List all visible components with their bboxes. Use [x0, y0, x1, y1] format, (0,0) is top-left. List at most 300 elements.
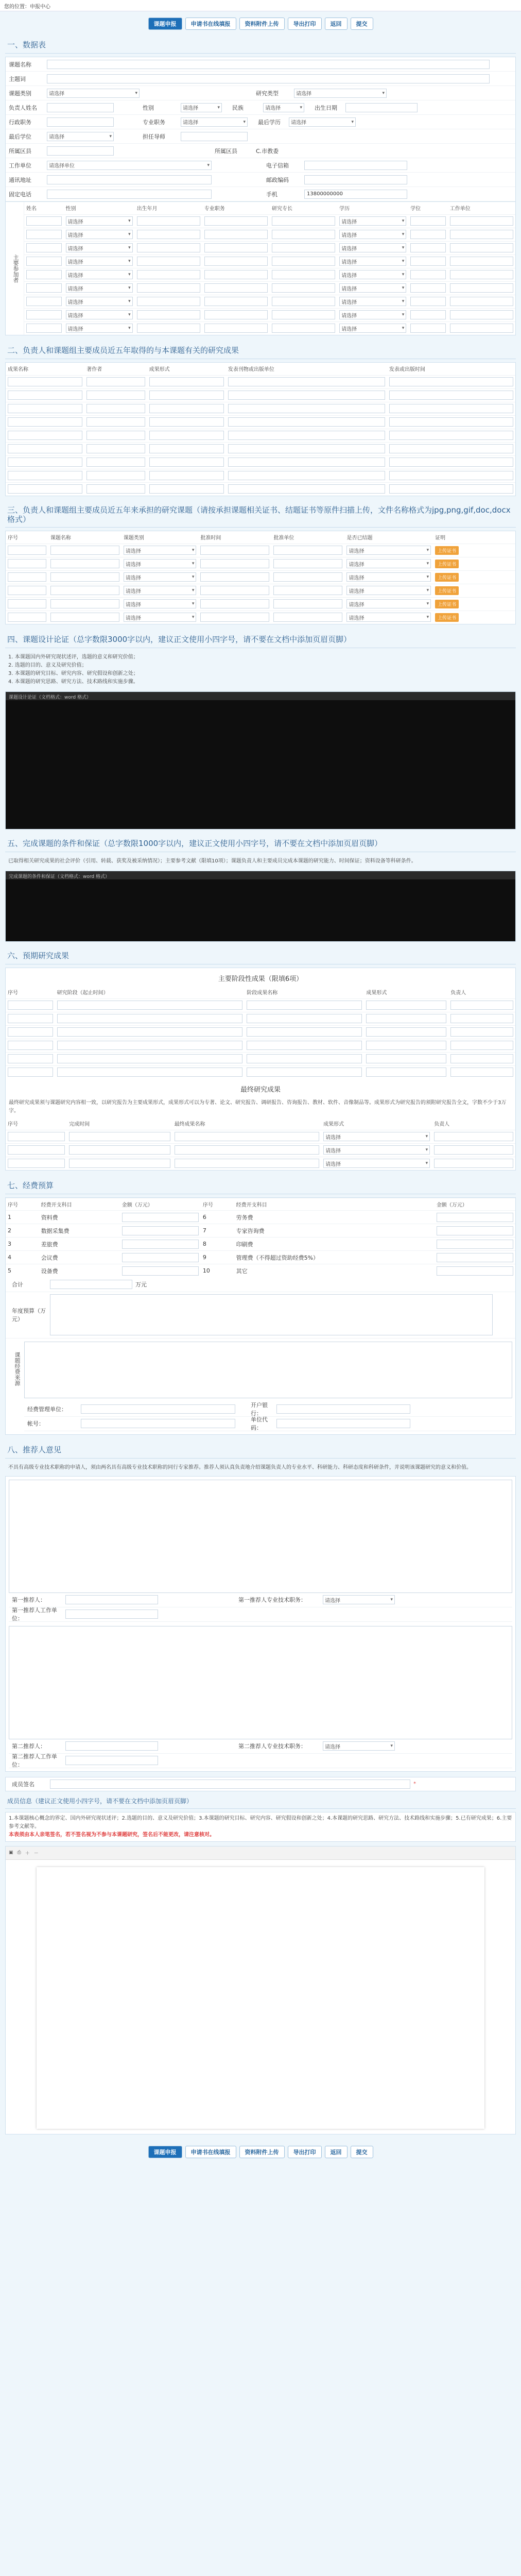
outcomes-cell-input[interactable]	[8, 1041, 53, 1050]
outcomes-cell-input[interactable]	[8, 1001, 53, 1010]
final-outcomes-cell-input[interactable]	[434, 1145, 513, 1155]
budget-amount-input[interactable]	[122, 1240, 199, 1249]
recommend2-unit-input[interactable]	[65, 1756, 158, 1765]
projects-cell-input[interactable]	[8, 546, 46, 555]
members-cell-input[interactable]	[137, 243, 200, 252]
final-outcomes-cell-input[interactable]	[8, 1132, 65, 1141]
members-select[interactable]: 请选择 ▾	[339, 216, 406, 226]
address-input[interactable]	[47, 175, 212, 184]
outcomes-cell-input[interactable]	[450, 1014, 513, 1023]
members-cell-input[interactable]	[450, 324, 513, 333]
label-research-type: 研究类型	[256, 90, 279, 97]
projects-select[interactable]: 请选择 ▾	[346, 613, 431, 622]
title-input[interactable]	[47, 60, 490, 69]
final-outcomes-note: 最终研究成果须与课题研究内容相一致，以研究报告为主要成果形式，成果形式可以为专著、论文、研究报告、调研报告、咨询报告、教材、软件、音像制品等。成果形式为研究报告的须附研究报告全文，字数不少于3万字。	[9, 1100, 507, 1114]
projects-cell-input[interactable]	[273, 613, 342, 622]
outcomes-cell-input[interactable]	[57, 1067, 243, 1077]
final-outcomes-select[interactable]: 请选择 ▾	[323, 1132, 430, 1141]
achievements-cell-input[interactable]	[389, 404, 513, 413]
members-cell-input[interactable]	[410, 230, 446, 239]
members-cell-input[interactable]	[137, 324, 200, 333]
upload-certificate-button[interactable]: 上传证书	[435, 573, 459, 582]
achievements-cell-input[interactable]	[149, 377, 224, 386]
achievements-cell-input[interactable]	[389, 431, 513, 440]
projects-cell-input[interactable]	[200, 546, 269, 555]
members-select[interactable]: 请选择 ▾	[66, 324, 133, 333]
achievements-cell-input[interactable]	[389, 444, 513, 453]
achievements-cell-input[interactable]	[86, 471, 145, 480]
outcomes-cell-input[interactable]	[247, 1067, 362, 1077]
achievements-cell-input[interactable]	[228, 484, 385, 494]
projects-select[interactable]: 请选择 ▾	[346, 599, 431, 608]
final-outcomes-select[interactable]: 请选择 ▾	[323, 1145, 430, 1155]
projects-cell-input[interactable]	[8, 586, 46, 595]
achievements-cell-input[interactable]	[389, 471, 513, 480]
projects-cell-input[interactable]	[50, 586, 119, 595]
achievements-cell-input[interactable]	[149, 417, 224, 427]
members-cell-input[interactable]	[26, 310, 62, 319]
outcomes-cell-input[interactable]	[247, 1027, 362, 1037]
members-cell-input[interactable]	[272, 243, 335, 252]
recommend1-name-input[interactable]	[65, 1595, 158, 1604]
members-select[interactable]: 请选择 ▾	[339, 310, 406, 319]
final-outcomes-cell-input[interactable]	[434, 1159, 513, 1168]
members-cell-input[interactable]	[272, 230, 335, 239]
members-select[interactable]: 请选择 ▾	[66, 310, 133, 319]
achievements-cell-input[interactable]	[8, 377, 82, 386]
members-cell-input[interactable]	[137, 283, 200, 293]
degree-select[interactable]: 请选择 ▾	[47, 132, 114, 141]
members-cell-input[interactable]	[410, 270, 446, 279]
print-icon[interactable]: ⎙	[17, 1850, 21, 1855]
projects-cell-input[interactable]	[8, 613, 46, 622]
projects-cell-input[interactable]	[273, 586, 342, 595]
email-input[interactable]	[304, 161, 407, 170]
tab-back[interactable]: 返回	[325, 18, 348, 30]
achievements-row	[6, 388, 515, 402]
members-select[interactable]: 请选择 ▾	[66, 230, 133, 239]
label-education: 最后学历	[258, 118, 281, 126]
members-select[interactable]: 请选择 ▾	[66, 297, 133, 306]
budget-amount-input[interactable]	[122, 1213, 199, 1222]
tab-upload[interactable]: 资料附件上传	[239, 18, 285, 30]
achievements-cell-input[interactable]	[8, 471, 82, 480]
bottom-tab-upload[interactable]: 资料附件上传	[239, 2146, 285, 2158]
members-cell-input[interactable]	[137, 270, 200, 279]
projects-col-header: 证明	[435, 535, 446, 541]
bottom-tab-back[interactable]: 返回	[325, 2146, 348, 2158]
achievements-cell-input[interactable]	[8, 431, 82, 440]
projects-cell-input[interactable]	[50, 559, 119, 568]
achievements-cell-input[interactable]	[86, 431, 145, 440]
outcomes-cell-input[interactable]	[247, 1054, 362, 1063]
projects-select[interactable]: 请选择 ▾	[124, 572, 197, 582]
bottom-tab-export[interactable]: 导出打印	[288, 2146, 322, 2158]
budget-amount-input[interactable]	[122, 1253, 199, 1262]
upload-certificate-button[interactable]: 上传证书	[435, 586, 459, 595]
budget-total-input[interactable]	[50, 1280, 132, 1289]
final-outcomes-cell-input[interactable]	[69, 1145, 170, 1155]
members-cell-input[interactable]	[272, 297, 335, 306]
projects-select[interactable]: 请选择 ▾	[124, 599, 197, 608]
recommend2-title-select[interactable]: 请选择 ▾	[323, 1741, 395, 1751]
achievements-row	[6, 442, 515, 455]
mobile-input[interactable]: 13800000000	[304, 190, 407, 199]
projects-cell-input[interactable]	[200, 572, 269, 582]
achievements-cell-input[interactable]	[389, 417, 513, 427]
members-cell-input[interactable]	[272, 324, 335, 333]
members-cell-input[interactable]	[450, 310, 513, 319]
projects-cell-input[interactable]	[200, 586, 269, 595]
upload-certificate-button[interactable]: 上传证书	[435, 560, 459, 568]
members-cell-input[interactable]	[272, 283, 335, 293]
members-cell-input[interactable]	[26, 257, 62, 266]
outcomes-cell-input[interactable]	[450, 1067, 513, 1077]
members-cell-input[interactable]	[450, 283, 513, 293]
members-cell-input[interactable]	[410, 324, 446, 333]
projects-col-header: 是否已结题	[346, 535, 373, 541]
members-cell-input[interactable]	[204, 324, 268, 333]
achievements-cell-input[interactable]	[149, 484, 224, 494]
outcomes-cell-input[interactable]	[8, 1014, 53, 1023]
projects-cell-input[interactable]	[50, 572, 119, 582]
achievements-cell-input[interactable]	[86, 444, 145, 453]
outcomes-cell-input[interactable]	[450, 1054, 513, 1063]
projects-select[interactable]: 请选择 ▾	[124, 559, 197, 568]
members-cell-input[interactable]	[137, 230, 200, 239]
upload-certificate-button[interactable]: 上传证书	[435, 600, 459, 608]
fund-manager-input[interactable]	[81, 1404, 235, 1414]
members-cell-input[interactable]	[204, 270, 268, 279]
projects-cell-input[interactable]	[50, 599, 119, 608]
annual-budget-textarea[interactable]	[50, 1294, 493, 1335]
document-page[interactable]	[37, 1867, 484, 2129]
label-keyword: 主题词	[9, 75, 26, 82]
members-cell-input[interactable]	[137, 297, 200, 306]
achievements-cell-input[interactable]	[149, 431, 224, 440]
achievements-cell-input[interactable]	[149, 444, 224, 453]
birth-input[interactable]	[345, 103, 418, 112]
members-cell-input[interactable]	[410, 243, 446, 252]
outcomes-cell-input[interactable]	[450, 1041, 513, 1050]
members-select[interactable]: 请选择 ▾	[66, 243, 133, 252]
achievements-cell-input[interactable]	[228, 457, 385, 467]
members-select[interactable]: 请选择 ▾	[339, 230, 406, 239]
outcomes-cell-input[interactable]	[247, 1001, 362, 1010]
achievements-cell-input[interactable]	[228, 431, 385, 440]
final-outcomes-cell-input[interactable]	[69, 1159, 170, 1168]
members-select[interactable]: 请选择 ▾	[66, 270, 133, 279]
projects-select[interactable]: 请选择 ▾	[124, 546, 197, 555]
achievements-col-header: 成果形式	[149, 367, 170, 373]
members-cell-input[interactable]	[410, 297, 446, 306]
section-title-achievements: 二、负责人和课题组主要成员近五年取得的与本课题有关的研究成果	[5, 340, 516, 359]
achievements-cell-input[interactable]	[389, 484, 513, 494]
achievements-cell-input[interactable]	[149, 391, 224, 400]
budget-item: 资料费	[39, 1211, 120, 1224]
members-col-header: 研究专长	[271, 206, 292, 212]
achievements-cell-input[interactable]	[149, 404, 224, 413]
members-select[interactable]: 请选择 ▾	[339, 243, 406, 252]
achievements-cell-input[interactable]	[86, 484, 145, 494]
achievements-cell-input[interactable]	[86, 377, 145, 386]
tab-export[interactable]: 导出打印	[288, 18, 322, 30]
members-row	[24, 255, 515, 268]
design-editor[interactable]	[5, 691, 516, 829]
achievements-cell-input[interactable]	[8, 404, 82, 413]
outcomes-cell-input[interactable]	[450, 1027, 513, 1037]
members-cell-input[interactable]	[26, 324, 62, 333]
outcomes-cell-input[interactable]	[247, 1014, 362, 1023]
budget-amount-input[interactable]	[122, 1266, 199, 1276]
members-cell-input[interactable]	[450, 257, 513, 266]
projects-select[interactable]: 请选择 ▾	[346, 546, 431, 555]
tab-submit[interactable]: 提交	[351, 18, 373, 30]
projects-cell-input[interactable]	[200, 559, 269, 568]
outcomes-cell-input[interactable]	[366, 1027, 446, 1037]
members-cell-input[interactable]	[272, 257, 335, 266]
projects-select[interactable]: 请选择 ▾	[124, 613, 197, 622]
projects-select[interactable]: 请选择 ▾	[346, 572, 431, 582]
achievements-cell-input[interactable]	[228, 471, 385, 480]
members-cell-input[interactable]	[410, 310, 446, 319]
conditions-editor[interactable]	[5, 871, 516, 942]
zoom-out-icon[interactable]: －	[33, 1851, 39, 1856]
budget-amount-input[interactable]	[437, 1253, 513, 1262]
budget-amount-input[interactable]	[437, 1226, 513, 1235]
design-editor-body[interactable]	[6, 700, 515, 829]
recommend2-textarea[interactable]	[9, 1626, 512, 1739]
outcomes-cell-input[interactable]	[57, 1054, 243, 1063]
members-cell-input[interactable]	[204, 257, 268, 266]
outcomes-cell-input[interactable]	[366, 1041, 446, 1050]
achievements-cell-input[interactable]	[228, 404, 385, 413]
members-cell-input[interactable]	[450, 243, 513, 252]
projects-select[interactable]: 请选择 ▾	[346, 559, 431, 568]
final-outcomes-cell-input[interactable]	[69, 1132, 170, 1141]
members-cell-input[interactable]	[450, 216, 513, 226]
budget-amount-input[interactable]	[437, 1213, 513, 1222]
bank-name-input[interactable]	[276, 1404, 410, 1414]
outcomes-cell-input[interactable]	[57, 1041, 243, 1050]
members-cell-input[interactable]	[204, 283, 268, 293]
achievements-cell-input[interactable]	[8, 391, 82, 400]
phone-input[interactable]	[47, 190, 212, 199]
outcomes-cell-input[interactable]	[366, 1067, 446, 1077]
members-cell-input[interactable]	[272, 270, 335, 279]
zoom-in-icon[interactable]: ＋	[25, 1851, 30, 1856]
members-col-header: 专业职务	[204, 206, 225, 212]
outcomes-cell-input[interactable]	[450, 1001, 513, 1010]
achievements-cell-input[interactable]	[86, 457, 145, 467]
recommend1-textarea[interactable]	[9, 1480, 512, 1593]
final-outcomes-select[interactable]: 请选择 ▾	[323, 1159, 430, 1168]
bottom-tab-apply[interactable]: 课题申报	[148, 2146, 182, 2158]
signature-document-viewer[interactable]	[5, 1846, 516, 2134]
final-outcomes-cell-input[interactable]	[175, 1159, 320, 1168]
signature-note: 1.本课题核心概念的界定、国内外研究现状述评；2.选题的目的、意义及研究价值；3.本课题的研究目标、研究内容、研究假设和创新之处；4.本课题的研究思路、研究方法、技术路线和实施步骤；5.已有研究成果；6.主要参考文献等。 本表须由本人亲笔签名，若不签名视为不参与本课题研究，签名后不能更改，请注意核对。	[5, 1812, 516, 1842]
account-input[interactable]	[81, 1419, 235, 1428]
achievements-cell-input[interactable]	[8, 444, 82, 453]
outcomes-col-header: 序号	[8, 990, 18, 996]
members-cell-input[interactable]	[137, 216, 200, 226]
outcomes-cell-input[interactable]	[247, 1041, 362, 1050]
outcomes-cell-input[interactable]	[366, 1014, 446, 1023]
budget-amount-input[interactable]	[437, 1240, 513, 1249]
achievements-cell-input[interactable]	[149, 457, 224, 467]
final-outcomes-cell-input[interactable]	[434, 1132, 513, 1141]
members-cell-input[interactable]	[137, 310, 200, 319]
outcomes-cell-input[interactable]	[366, 1054, 446, 1063]
fund-source-textarea[interactable]	[24, 1342, 512, 1398]
members-select[interactable]: 请选择 ▾	[339, 283, 406, 293]
members-cell-input[interactable]	[410, 257, 446, 266]
achievements-cell-input[interactable]	[8, 457, 82, 467]
bottom-tab-online-fill[interactable]: 申请书在线填报	[185, 2146, 236, 2158]
recommend1-title-select[interactable]: 请选择 ▾	[323, 1595, 395, 1604]
conditions-editor-body[interactable]	[6, 879, 515, 941]
projects-row	[6, 570, 515, 584]
achievements-cell-input[interactable]	[86, 404, 145, 413]
projects-cell-input[interactable]	[200, 613, 269, 622]
outcomes-cell-input[interactable]	[8, 1067, 53, 1077]
members-cell-input[interactable]	[26, 216, 62, 226]
achievements-cell-input[interactable]	[389, 457, 513, 467]
members-cell-input[interactable]	[26, 243, 62, 252]
achievements-row	[6, 469, 515, 482]
members-cell-input[interactable]	[204, 243, 268, 252]
signature-input[interactable]	[50, 1780, 410, 1789]
recommend2-name-input[interactable]	[65, 1741, 158, 1751]
workplace-select[interactable]: 请选择单位 ▾	[47, 161, 212, 170]
members-cell-input[interactable]	[272, 216, 335, 226]
final-outcomes-cell-input[interactable]	[175, 1145, 320, 1155]
members-cell-input[interactable]	[204, 310, 268, 319]
members-cell-input[interactable]	[26, 270, 62, 279]
outcomes-cell-input[interactable]	[8, 1054, 53, 1063]
achievements-cell-input[interactable]	[389, 391, 513, 400]
recommend1-unit-label: 第一推荐人工作单位：	[12, 1607, 57, 1622]
members-col-header: 姓名	[26, 206, 37, 212]
members-row	[24, 241, 515, 255]
outcomes-cell-input[interactable]	[57, 1014, 243, 1023]
projects-select[interactable]: 请选择 ▾	[346, 586, 431, 595]
projects-cell-input[interactable]	[50, 546, 119, 555]
members-cell-input[interactable]	[272, 310, 335, 319]
projects-cell-input[interactable]	[273, 559, 342, 568]
recommend1-unit-input[interactable]	[65, 1609, 158, 1619]
members-row	[24, 281, 515, 295]
outcomes-cell-input[interactable]	[366, 1001, 446, 1010]
members-cell-input[interactable]	[26, 297, 62, 306]
tab-apply[interactable]: 课题申报	[148, 18, 182, 30]
projects-cell-input[interactable]	[8, 599, 46, 608]
members-cell-input[interactable]	[26, 283, 62, 293]
members-select[interactable]: 请选择 ▾	[339, 257, 406, 266]
projects-cell-input[interactable]	[50, 613, 119, 622]
achievements-cell-input[interactable]	[86, 391, 145, 400]
achievements-cell-input[interactable]	[8, 417, 82, 427]
projects-cell-input[interactable]	[8, 559, 46, 568]
members-cell-input[interactable]	[26, 230, 62, 239]
education-select[interactable]: 请选择 ▾	[289, 117, 356, 127]
members-cell-input[interactable]	[450, 297, 513, 306]
budget-item: 会议费	[39, 1251, 120, 1264]
leader-name-input[interactable]	[47, 103, 114, 112]
achievements-cell-input[interactable]	[149, 471, 224, 480]
achievements-cell-input[interactable]	[228, 417, 385, 427]
members-cell-input[interactable]	[204, 230, 268, 239]
final-outcomes-cell-input[interactable]	[175, 1132, 320, 1141]
category-select[interactable]: 请选择 ▾	[47, 89, 140, 98]
members-select[interactable]: 请选择 ▾	[339, 270, 406, 279]
projects-cell-input[interactable]	[200, 599, 269, 608]
members-cell-input[interactable]	[410, 216, 446, 226]
final-outcomes-title: 最终研究成果	[240, 1086, 281, 1094]
final-outcomes-cell-input[interactable]	[8, 1159, 65, 1168]
projects-select[interactable]: 请选择 ▾	[124, 586, 197, 595]
budget-amount-input[interactable]	[437, 1266, 513, 1276]
ethnic-select[interactable]: 请选择 ▾	[263, 103, 304, 112]
gender-select[interactable]: 请选择 ▾	[181, 103, 222, 112]
bottom-tab-submit[interactable]: 提交	[351, 2146, 373, 2158]
achievements-cell-input[interactable]	[389, 377, 513, 386]
admin-post-input[interactable]	[47, 117, 114, 127]
members-cell-input[interactable]	[410, 283, 446, 293]
achievements-cell-input[interactable]	[228, 444, 385, 453]
upload-certificate-button[interactable]: 上传证书	[435, 613, 459, 622]
members-col-header: 出生年月	[136, 206, 158, 212]
outcomes-cell-input[interactable]	[57, 1027, 243, 1037]
members-cell-input[interactable]	[450, 270, 513, 279]
achievements-cell-input[interactable]	[86, 417, 145, 427]
outcomes-cell-input[interactable]	[8, 1027, 53, 1037]
members-cell-input[interactable]	[137, 257, 200, 266]
zipcode-input[interactable]	[304, 175, 407, 184]
label-pro-post: 专业职务	[143, 118, 165, 126]
projects-cell-input[interactable]	[273, 572, 342, 582]
members-select[interactable]: 请选择 ▾	[66, 257, 133, 266]
upload-certificate-button[interactable]: 上传证书	[435, 546, 459, 555]
projects-cell-input[interactable]	[8, 572, 46, 582]
members-cell-input[interactable]	[450, 230, 513, 239]
research-type-select[interactable]: 请选择 ▾	[294, 89, 387, 98]
section-title-outcomes: 六、预期研究成果	[5, 945, 516, 964]
members-cell-input[interactable]	[204, 216, 268, 226]
outcomes-cell-input[interactable]	[57, 1001, 243, 1010]
members-select[interactable]: 请选择 ▾	[66, 216, 133, 226]
keyword-input[interactable]	[47, 74, 490, 83]
mentor-input[interactable]	[181, 132, 248, 141]
members-select[interactable]: 请选择 ▾	[66, 283, 133, 293]
save-icon[interactable]: ▣	[9, 1850, 13, 1855]
district-input[interactable]	[47, 146, 114, 156]
achievements-cell-input[interactable]	[228, 391, 385, 400]
projects-cell-input[interactable]	[273, 546, 342, 555]
tab-online-fill[interactable]: 申请书在线填报	[185, 18, 236, 30]
members-select[interactable]: 请选择 ▾	[339, 324, 406, 333]
budget-amount-input[interactable]	[122, 1226, 199, 1235]
pro-post-select[interactable]: 请选择 ▾	[181, 117, 248, 127]
achievements-cell-input[interactable]	[8, 484, 82, 494]
budget-table	[6, 1198, 515, 1278]
projects-cell-input[interactable]	[273, 599, 342, 608]
unit-code-input[interactable]	[276, 1419, 410, 1428]
final-outcomes-cell-input[interactable]	[8, 1145, 65, 1155]
members-cell-input[interactable]	[204, 297, 268, 306]
achievements-cell-input[interactable]	[228, 377, 385, 386]
members-select[interactable]: 请选择 ▾	[339, 297, 406, 306]
